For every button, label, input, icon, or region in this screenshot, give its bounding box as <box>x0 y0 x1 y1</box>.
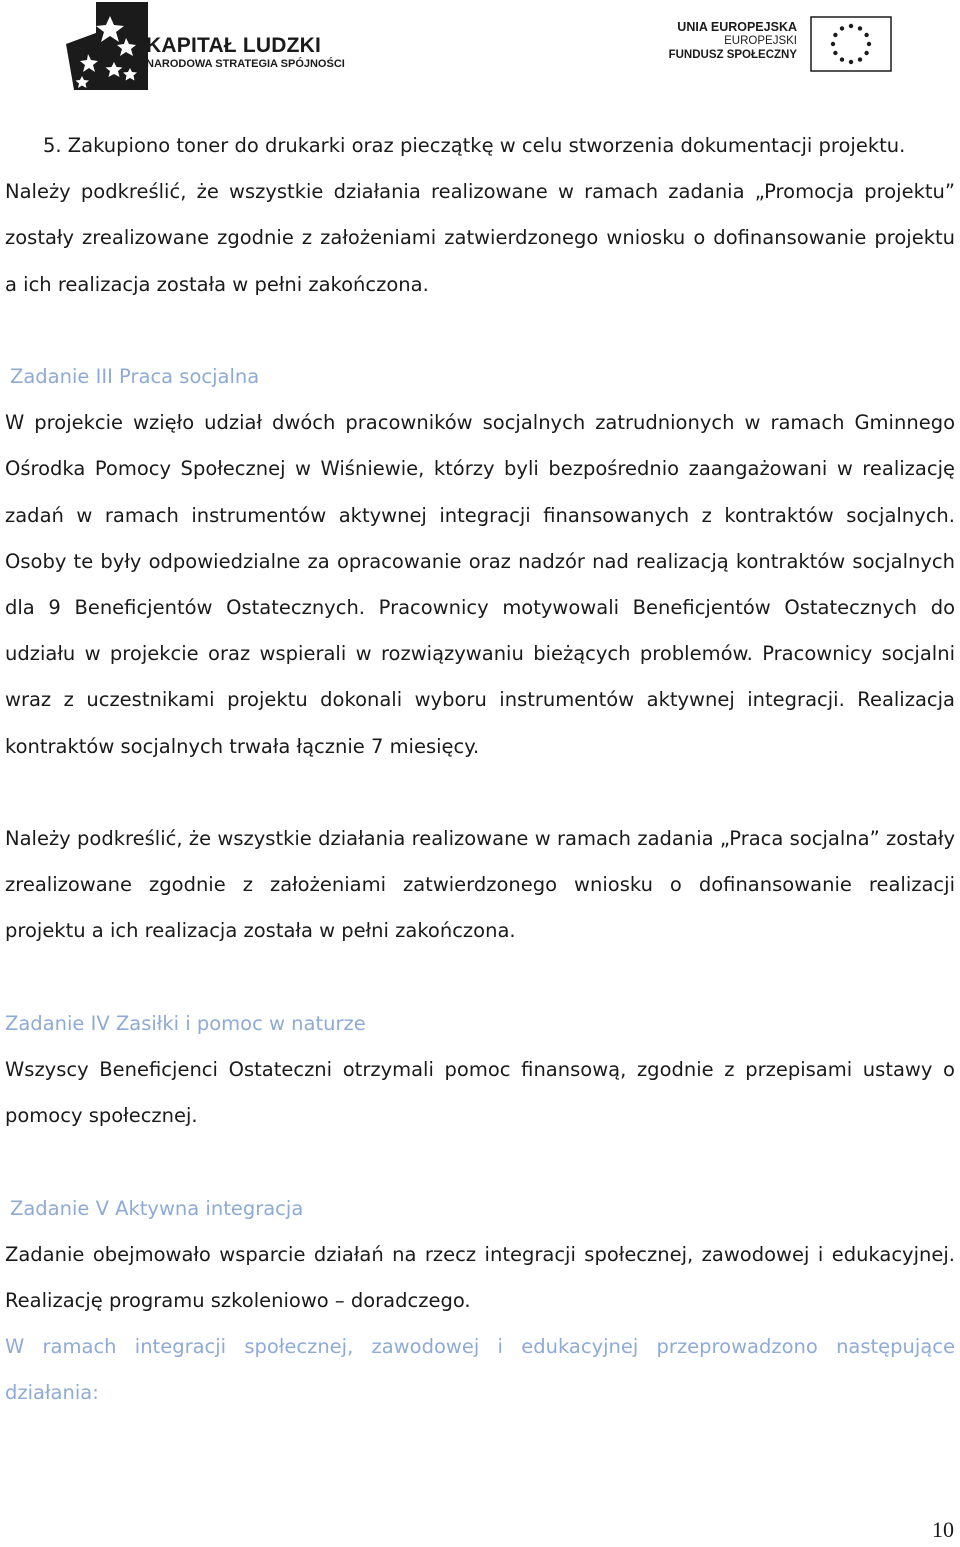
spacer <box>5 770 955 816</box>
eu-logo-line3: FUNDUSZ SPOŁECZNY <box>668 49 797 61</box>
paragraph-praca-podsumowanie: Należy podkreślić, że wszystkie działania realizowane w ramach zadania „Praca socjalna” zostały zrealizowane zgodnie z założeniami zatwierdzonego wniosku o dofinansowanie realizacji projektu a ich realizacja została w pełni zakończona. <box>5 827 955 943</box>
heading-zadanie-3: Zadanie III Praca socjalna <box>10 365 260 388</box>
kapital-ludzki-mark-icon <box>66 2 148 90</box>
spacer <box>5 1139 955 1185</box>
paragraph-integracja: Zadanie obejmowało wsparcie działań na rzecz integracji społecznej, zawodowej i edukacyjnej. Realizację programu szkoleniowo – doradczego. <box>5 1242 955 1313</box>
page-number: 10 <box>932 1517 954 1542</box>
eu-logo-line1: UNIA EUROPEJSKA <box>677 20 797 34</box>
spacer <box>5 308 955 354</box>
eu-logo-text <box>669 20 797 62</box>
spacer <box>5 955 955 1001</box>
kapital-ludzki-subtitle: NARODOWA STRATEGIA SPÓJNOŚCI <box>146 58 345 70</box>
document-body <box>5 123 955 1417</box>
paragraph-dzialania: W ramach integracji społecznej, zawodowej i edukacyjnej przeprowadzono następujące działania: <box>5 1335 955 1405</box>
paragraph-praca-socjalna: W projekcie wzięło udział dwóch pracowników socjalnych zatrudnionych w ramach Gminnego Ośrodka Pomocy Społecznej w Wiśniewie, którzy byli bezpośrednio zaangażowani w realizację zadań w ramach instrumentów aktywnej integracji finansowanych z kontraktów socjalnych. Osoby te były odpowiedzialne za opracowanie oraz nadzór nad realizacją kontraktów socjalnych dla 9 Beneficjentów Ostatecznych. Pracownicy motywowali Beneficjentów Ostatecznych do udziału w projekcie oraz wspierali w rozwiązywaniu bieżących problemów. Pracownicy socjalni wraz z uczestnikami projektu dokonali wyboru instrumentów aktywnej integracji. Realizacja kontraktów socjalnych trwała łącznie 7 miesięcy. <box>5 411 955 758</box>
list-item-5: 5. Zakupiono toner do drukarki oraz pieczątkę w celu stworzenia dokumentacji projektu. <box>43 134 906 157</box>
paragraph-zasilki: Wszyscy Beneficjenci Ostateczni otrzymali pomoc finansową, zgodnie z przepisami ustawy o pomocy społecznej. <box>5 1058 955 1128</box>
eu-logo-line2: EUROPEJSKI <box>724 35 797 47</box>
kapital-ludzki-title: KAPITAŁ LUDZKI <box>146 34 322 57</box>
eu-logo <box>660 14 895 74</box>
page-header <box>0 0 960 100</box>
kapital-ludzki-logo <box>66 2 366 92</box>
eu-flag-icon <box>810 16 892 72</box>
paragraph-promocja: Należy podkreślić, że wszystkie działania realizowane w ramach zadania „Promocja projektu” zostały zrealizowane zgodnie z założeniami zatwierdzonego wniosku o dofinansowanie projektu a ich realizacja została w pełni zakończona. <box>5 180 955 296</box>
heading-zadanie-4: Zadanie IV Zasiłki i pomoc w naturze <box>5 1011 366 1035</box>
heading-zadanie-5: Zadanie V Aktywna integracja <box>10 1196 304 1220</box>
